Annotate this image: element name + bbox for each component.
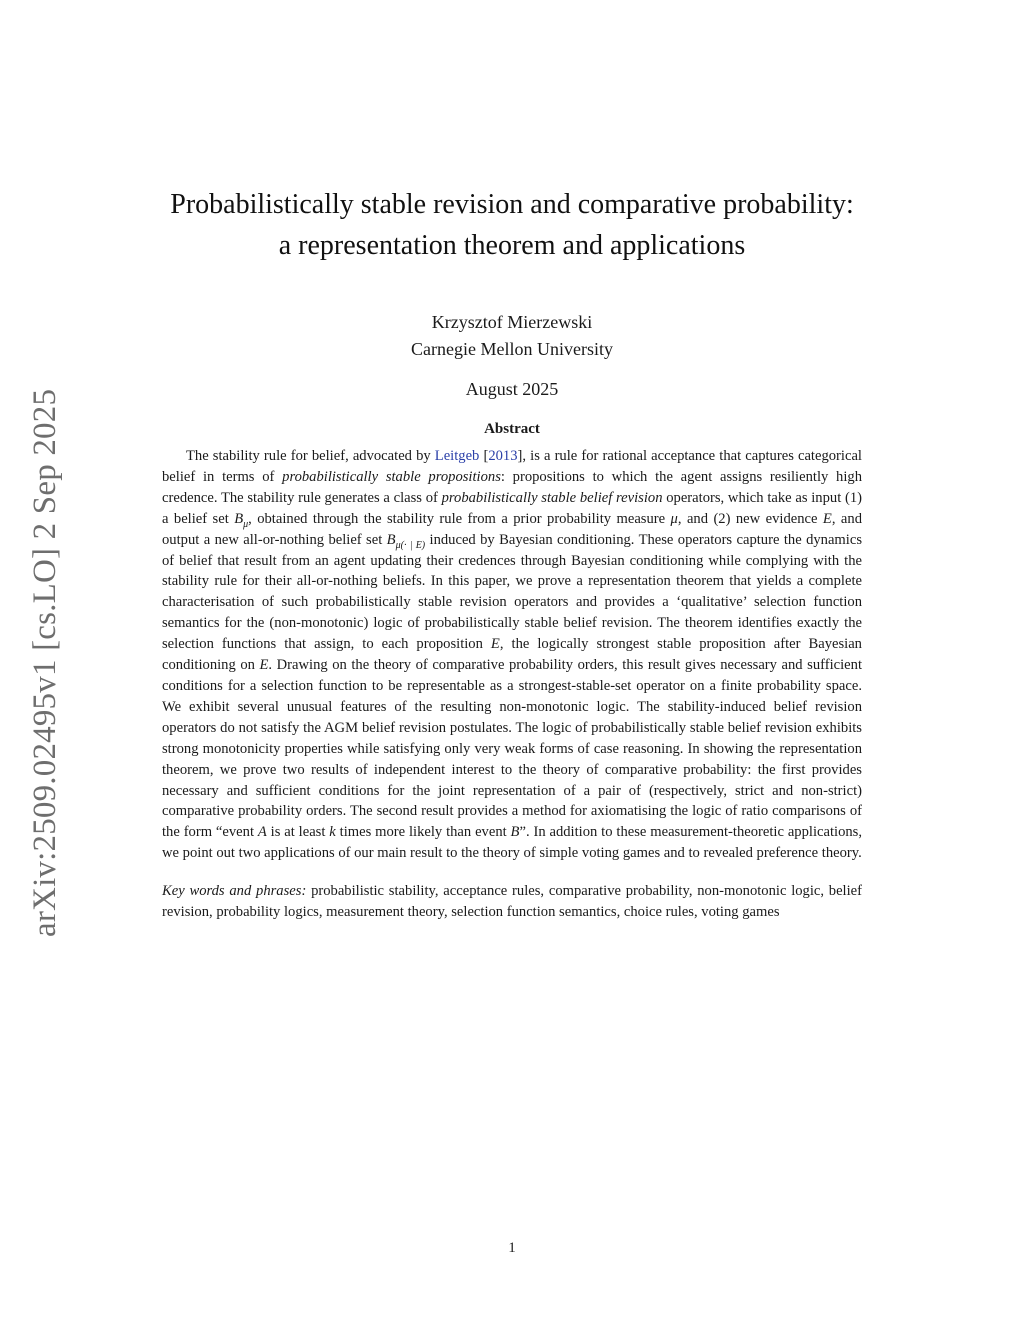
math-symbol: E [259,657,269,674]
abstract-text: , and output a new all-or-nothing belief set [162,510,862,548]
abstract-section [162,418,862,938]
math-symbol: E [822,510,832,527]
abstract-text: operators, which take as input (1) a belief set [162,489,862,527]
math-symbol: E [490,636,500,653]
keywords-label: Key words and phrases: [162,883,307,900]
abstract-text: : propositions to which the agent assigns resiliently high credence. The stability rule generates a class of [162,468,862,506]
citation-link-author[interactable]: Leitgeb [434,448,480,464]
math-subscript: μ(· | E) [395,539,426,551]
citation-bracket: [ [479,448,489,464]
author-name: Krzysztof Mierzewski [431,312,593,332]
page-number: 1 [508,1240,516,1256]
math-symbol: A [257,824,267,841]
abstract-text: The stability rule for belief, advocated by [186,448,435,464]
abstract-heading: Abstract [484,421,540,437]
citation-bracket: ] [517,448,523,464]
abstract-text: is at least [266,824,330,841]
paper-title [140,184,884,266]
keywords-list: probabilistic stability, acceptance rules, comparative probability, non-monotonic logic, belief revision, probability logics, measurement theory, selection function semantics, choice rules, voting games [162,883,863,921]
abstract-text: . Drawing on the theory of comparative probability orders, this result gives necessary and sufficient conditions for a selection function to be representable as a strongest-stable-set operator on a finite probability space. We exhibit several unusual features of the resulting non-monotonic logic. The stability-induced belief revision operators do not satisfy the AGM belief revision postulates. The logic of probabilistically stable belief revision exhibits strong monotonicity properties while satisfying only very weak forms of case reasoning. In showing the representation theorem, we prove two results of independent interest to the theory of comparative probability: the first provides necessary and sufficient conditions for the joint representation of a pair of (respectively, strict and non-strict) comparative probability orders. The second result provides a method for axiomatising the logic of ratio comparisons of the form “event [162,657,862,841]
abstract-text: times more likely than event [335,824,511,841]
emphasis-term: probabilistically stable propositions [282,468,501,485]
abstract-text: , is a rule for rational acceptance that captures categorical belief in terms of [162,448,862,485]
math-symbol: k [329,824,336,841]
math-symbol: B [234,510,244,527]
paper-title-line-2: a representation theorem and applications [278,230,746,261]
abstract-text: induced by Bayesian conditioning. These operators capture the dynamics of belief that result from an agent updating their credences through Bayesian conditioning while complying with the stability rule for their all-or-nothing beliefs. In this paper, we prove a representation theorem that yields a complete characterisation of such probabilistically stable revision operators and provides a ‘qualitative’ selection function semantics for the (non-monotonic) logic of probabilistically stable belief revision. The theorem identifies exactly the selection functions that assign, to each proposition [162,531,862,653]
abstract-text: ”. In addition to these measurement-theoretic applications, we point out two applications of our main result to the theory of simple voting games and to revealed preference theory. [162,824,862,862]
author-affiliation: Carnegie Mellon University [411,339,613,359]
abstract-text: , and (2) new evidence [677,510,823,527]
citation-link-year[interactable]: 2013 [488,448,518,464]
abstract-text: , obtained through the stability rule from a prior probability measure [248,510,671,527]
keywords-paragraph [162,881,862,923]
arxiv-identifier-stamp: arXiv:2509.02495v1 [cs.LO] 2 Sep 2025 [27,388,63,937]
abstract-body [162,446,862,864]
math-symbol: B [386,531,396,548]
math-symbol: μ [670,510,678,527]
math-symbol: B [510,824,520,841]
emphasis-term: probabilistically stable belief revision [441,489,663,506]
publication-date: August 2025 [465,379,559,399]
paper-title-line-1: Probabilistically stable revision and comparative probability: [170,189,854,220]
abstract-text: , the logically strongest stable proposition after Bayesian conditioning on [162,636,862,674]
title-block [140,184,884,421]
math-subscript: μ [243,518,249,530]
